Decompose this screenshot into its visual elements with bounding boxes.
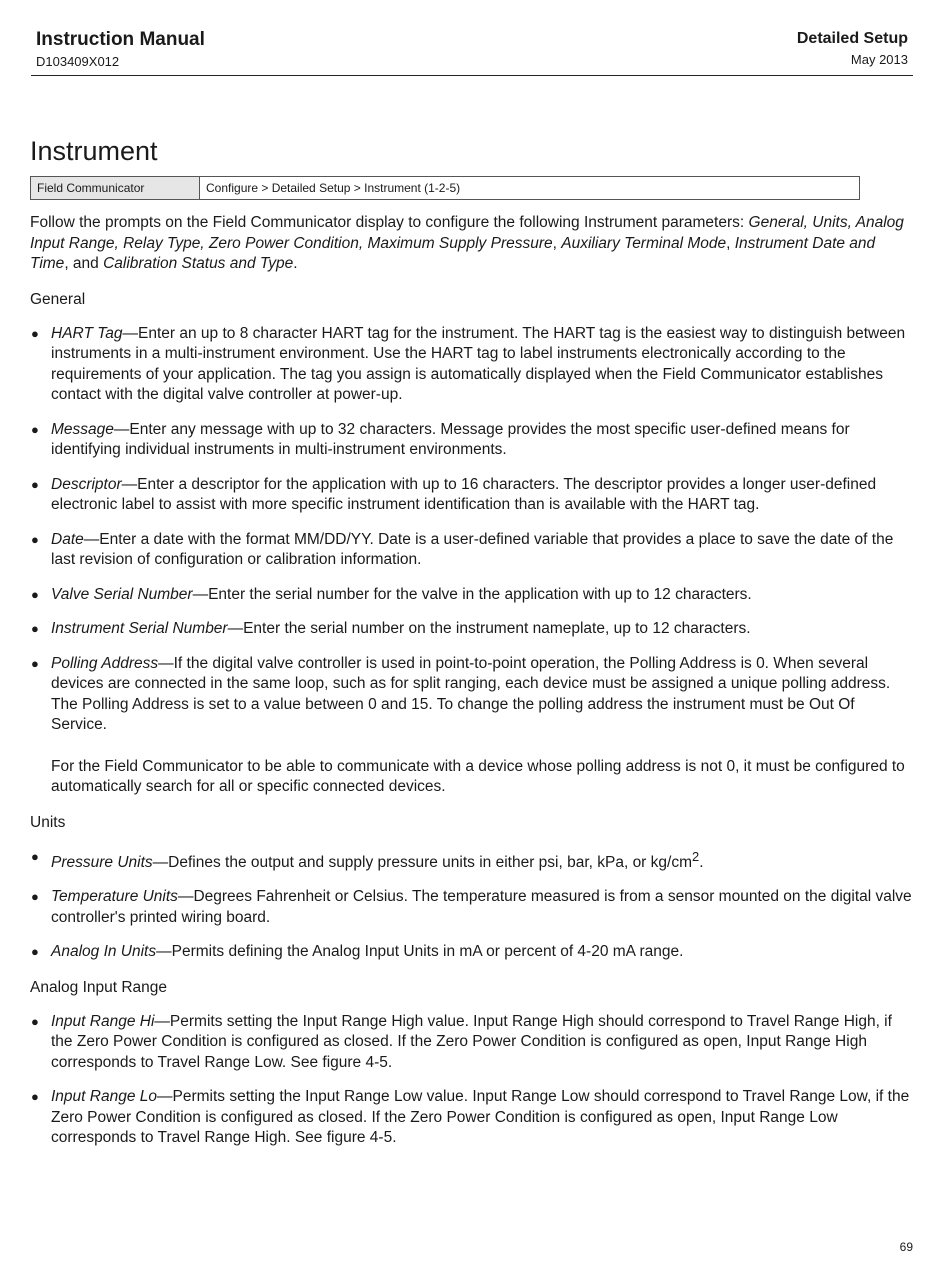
bullet-icon: ● (31, 848, 39, 864)
menu-path-label: Field Communicator (31, 177, 200, 200)
bullet-icon: ● (31, 586, 39, 602)
list-item-message (30, 420, 912, 461)
term: Analog In Units (51, 943, 157, 961)
term: Message (51, 420, 114, 438)
menu-path-table (30, 176, 860, 200)
description-end: . (699, 853, 704, 871)
list-item-descriptor (30, 475, 912, 516)
units-list (30, 847, 912, 963)
menu-path-value: Configure > Detailed Setup > Instrument (1-2-5) (200, 177, 860, 200)
bullet-icon: ● (31, 621, 39, 636)
term: Date (51, 530, 84, 548)
section-title: Instrument (30, 136, 158, 166)
bullet-icon: ● (31, 1013, 39, 1029)
description: —Enter a descriptor for the application with up to 16 characters. The descriptor provides a longer user-defined electronic label to assist with more specific instrument identification than is available with the HART tag. (51, 475, 877, 513)
intro-param-list-2: Auxiliary Terminal Mode (561, 234, 727, 252)
term: Valve Serial Number (51, 585, 193, 603)
analog-input-range-heading: Analog Input Range (30, 978, 168, 996)
list-item-input-range-lo (30, 1087, 912, 1149)
description: —If the digital valve controller is used in point-to-point operation, the Polling Address is 0. When several devices are connected in the same loop, such as for split ranging, each device must be assigned a unique polling address. The Polling Address is set to a value between 0 and 15. To change the polling address the instrument must be Out Of Service. (51, 654, 891, 733)
intro-separator-3: , and (64, 255, 104, 272)
description: —Permits defining the Analog Input Units in mA or percent of 4-20 mA range. (156, 943, 684, 961)
list-item-input-range-hi (30, 1012, 912, 1074)
description: —Enter the serial number for the valve in the application with up to 12 characters. (192, 585, 752, 603)
chapter-title: Detailed Setup (796, 30, 908, 47)
units-heading: Units (30, 813, 66, 831)
list-item-polling-address (30, 654, 912, 798)
bullet-icon: ● (31, 325, 39, 341)
general-heading: General (30, 290, 86, 308)
page-header-left (36, 28, 205, 70)
bullet-icon: ● (31, 531, 39, 547)
bullet-icon: ● (31, 476, 39, 492)
page-number: 69 (899, 1240, 913, 1254)
page-header-right (797, 28, 908, 68)
header-divider (31, 75, 913, 76)
description: —Enter the serial number on the instrument nameplate, up to 12 characters. (227, 620, 751, 637)
description: —Permits setting the Input Range High value. Input Range High should correspond to Travel Range High, if the Zero Power Condition is configured as closed. If the Zero Power Condition is configured as open, Input Range High corresponds to Travel Range Low. See figure 4-5. (51, 1012, 892, 1071)
general-list (30, 324, 912, 798)
page-content (30, 134, 912, 1149)
description: —Degrees Fahrenheit or Celsius. The temperature measured is from a sensor mounted on the digital valve controller's printed wiring board. (51, 888, 912, 926)
description: —Defines the output and supply pressure units in either psi, bar, kPa, or kg/cm (152, 853, 692, 871)
bullet-icon: ● (31, 1089, 39, 1105)
list-item-valve-serial (30, 585, 912, 606)
list-item-temperature-units (30, 887, 912, 928)
intro-separator-1: , (552, 234, 562, 252)
list-item-analog-in-units (30, 942, 912, 963)
term: Temperature Units (51, 888, 178, 906)
document-number: D103409X012 (36, 54, 120, 69)
term: Descriptor (51, 475, 122, 493)
intro-param-list-4: Calibration Status and Type (103, 255, 294, 272)
list-item-instrument-serial (30, 619, 912, 640)
intro-param-list-3: Instrument Date and Time (30, 234, 876, 272)
term: Input Range Hi (51, 1012, 155, 1030)
bullet-icon: ● (31, 944, 39, 960)
intro-lead: Follow the prompts on the Field Communicator display to configure the following Instrument parameters: (30, 214, 749, 231)
manual-title: Instruction Manual (36, 29, 205, 50)
bullet-icon: ● (31, 655, 39, 671)
term: Pressure Units (51, 853, 153, 871)
list-item-hart-tag (30, 324, 912, 406)
intro-param-list-1: General, Units, Analog Input Range, Relay Type, Zero Power Condition, Maximum Supply Pressure (30, 214, 904, 252)
description-continued: For the Field Communicator to be able to communicate with a device whose polling address is not 0, it must be configured to automatically search for all or specific connected devices. (51, 757, 905, 795)
term: HART Tag (51, 324, 123, 342)
menu-path-row (31, 177, 860, 200)
analog-input-range-list (30, 1012, 912, 1149)
term: Polling Address (51, 654, 159, 672)
superscript: 2 (692, 848, 700, 864)
list-item-pressure-units (30, 847, 912, 874)
description: —Enter an up to 8 character HART tag for the instrument. The HART tag is the easiest way to distinguish between instruments in a multi-instrument environment. Use the HART tag to label instruments electronically according to the requirements of your application. The tag you assign is automatically displayed when the Field Communicator establishes contact with the digital valve controller at power-up. (51, 324, 906, 403)
bullet-icon: ● (31, 421, 39, 437)
intro-separator-2: , (726, 234, 735, 252)
term: Input Range Lo (51, 1088, 158, 1106)
publication-date: May 2013 (850, 52, 908, 67)
description: —Enter a date with the format MM/DD/YY. Date is a user-defined variable that provides a place to save the date of the last revision of configuration or calibration information. (51, 530, 894, 568)
list-item-date (30, 530, 912, 571)
description: —Permits setting the Input Range Low value. Input Range Low should correspond to Travel Range Low, if the Zero Power Condition is configured as closed. If the Zero Power Condition is configured as open, Input Range Low corresponds to Travel Range High. See figure 4-5. (51, 1088, 910, 1147)
bullet-icon: ● (31, 889, 39, 905)
description: —Enter any message with up to 32 characters. Message provides the most specific user-defined means for identifying individual instruments in multi-instrument environments. (51, 420, 850, 458)
term: Instrument Serial Number (51, 620, 228, 637)
intro-end: . (293, 255, 298, 272)
intro-paragraph (30, 213, 912, 275)
